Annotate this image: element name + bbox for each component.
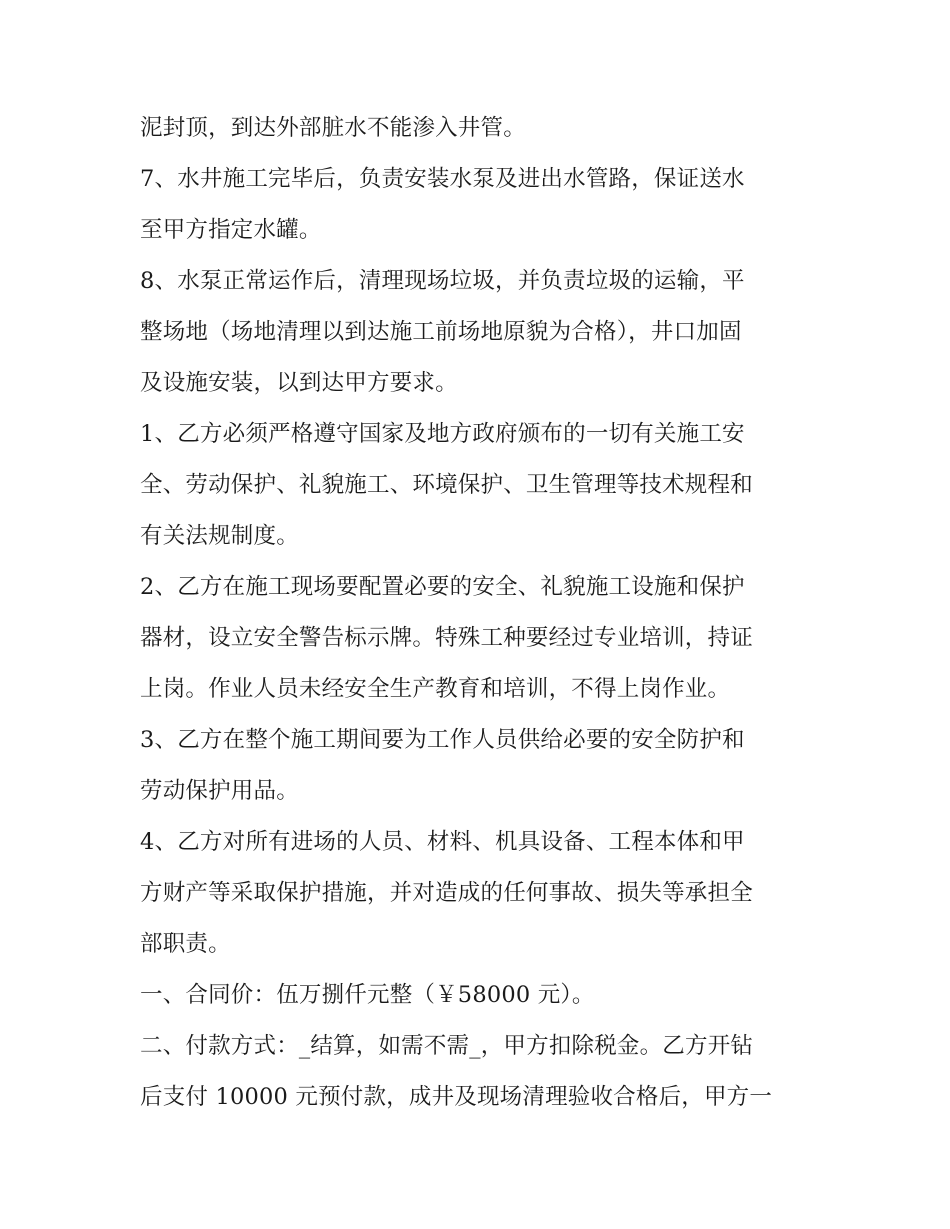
text-line: 方财产等采取保护措施，并对造成的任何事故、损失等承担全 <box>140 880 753 906</box>
text-line: 1、乙方必须严格遵守国家及地方政府颁布的一切有关施工安 <box>140 421 745 447</box>
text-line: 3、乙方在整个施工期间要为工作人员供给必要的安全防护和 <box>140 727 745 753</box>
text-line: 整场地（场地清理以到达施工前场地原貌为合格），井口加固 <box>140 319 742 345</box>
text-line: 有关法规制度。 <box>140 523 299 549</box>
text-line: 2、乙方在施工现场要配置必要的安全、礼貌施工设施和保护 <box>140 574 745 600</box>
text-line: 至甲方指定水罐。 <box>140 217 322 243</box>
text-line: 器材，设立安全警告标示牌。特殊工种要经过专业培训，持证 <box>140 625 753 651</box>
text-line: 劳动保护用品。 <box>140 778 299 804</box>
text-line: 及设施安装，以到达甲方要求。 <box>140 370 458 396</box>
text-line: 泥封顶，到达外部脏水不能渗入井管。 <box>140 115 526 141</box>
text-line: 8、水泵正常运作后，清理现场垃圾，并负责垃圾的运输，平 <box>140 268 745 294</box>
text-line: 4、乙方对所有进场的人员、材料、机具设备、工程本体和甲 <box>140 829 745 855</box>
text-line: 一、合同价：伍万捌仟元整（￥58000 元）。 <box>140 982 595 1008</box>
text-line: 后支付 10000 元预付款，成井及现场清理验收合格后，甲方一 <box>140 1084 773 1110</box>
text-line: 二、付款方式：_结算，如需不需_，甲方扣除税金。乙方开钻 <box>140 1033 754 1059</box>
text-line: 上岗。作业人员未经安全生产教育和培训，不得上岗作业。 <box>140 676 731 702</box>
text-line: 全、劳动保护、礼貌施工、环境保护、卫生管理等技术规程和 <box>140 472 753 498</box>
text-line: 部职责。 <box>140 931 231 957</box>
text-line: 7、水井施工完毕后，负责安装水泵及进出水管路，保证送水 <box>140 166 745 192</box>
document-body <box>140 103 820 1123</box>
